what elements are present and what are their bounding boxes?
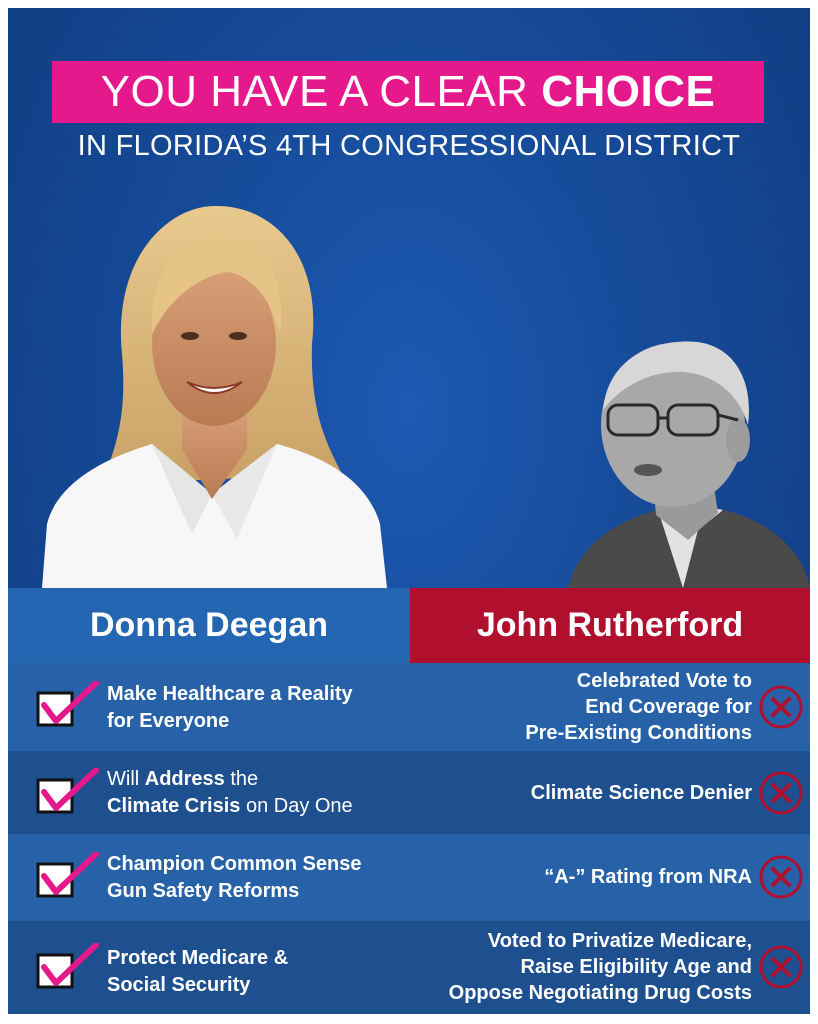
x-circle-icon	[758, 854, 804, 900]
deegan-position-guns: Champion Common Sense Gun Safety Reforms	[107, 853, 362, 902]
subtitle: IN FLORIDA’S 4TH CONGRESSIONAL DISTRICT	[77, 130, 741, 162]
checkbox-check-icon	[34, 852, 104, 902]
headline-emphasis: CHOICE	[541, 67, 716, 116]
rutherford-position-guns: “A-” Rating from NRA	[544, 866, 752, 888]
x-circle-icon	[758, 684, 804, 730]
checkbox-check-icon	[34, 943, 104, 993]
comparison-row-climate	[8, 751, 810, 834]
john-rutherford-photo	[548, 330, 810, 588]
comparison-row-medicare	[8, 921, 810, 1014]
deegan-position-climate: Will Address the Climate Crisis on Day One	[107, 768, 353, 817]
donna-deegan-photo	[42, 194, 387, 588]
flyer	[8, 8, 810, 1014]
rutherford-position-climate: Climate Science Denier	[530, 782, 752, 804]
checkbox-check-icon	[34, 681, 104, 731]
deegan-position-medicare: Protect Medicare & Social Security	[107, 947, 289, 996]
comparison-row-guns	[8, 834, 810, 921]
candidate-name-rutherford: John Rutherford	[410, 588, 810, 663]
headline-prefix: YOU HAVE A CLEAR	[100, 67, 542, 116]
deegan-position-healthcare: Make Healthcare a Reality for Everyone	[107, 683, 353, 732]
rutherford-position-medicare: Voted to Privatize Medicare, Raise Eligibility Age and Oppose Negotiating Drug Costs	[448, 930, 752, 1004]
headline-banner	[52, 61, 764, 123]
x-circle-icon	[758, 944, 804, 990]
checkbox-check-icon	[34, 768, 104, 818]
candidate-name-deegan: Donna Deegan	[8, 588, 410, 663]
x-circle-icon	[758, 770, 804, 816]
rutherford-position-healthcare: Celebrated Vote to End Coverage for Pre-Existing Conditions	[525, 670, 752, 744]
comparison-row-healthcare	[8, 663, 810, 751]
